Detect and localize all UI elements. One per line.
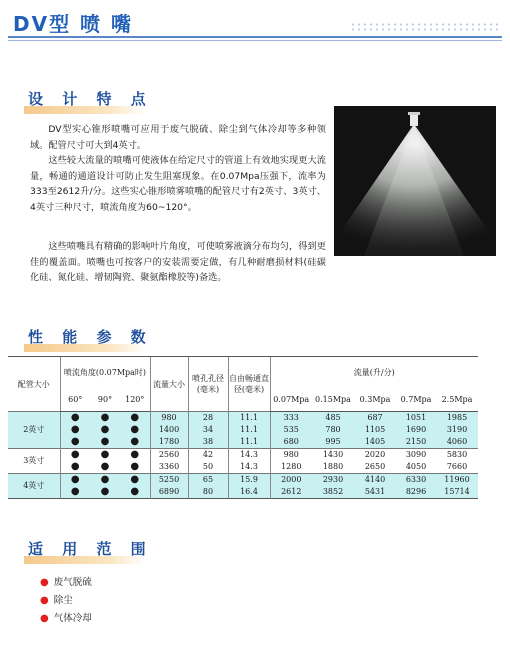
header-pressure: 0.7Mpa [396, 387, 436, 412]
orifice-cell: 28 [188, 412, 228, 425]
list-item [40, 610, 92, 628]
flow-cell: 8296 [396, 486, 436, 499]
application-list [40, 574, 92, 628]
flow-cell: 4140 [354, 474, 396, 487]
flow-size-cell: 6890 [150, 486, 188, 499]
list-item [40, 574, 92, 592]
flow-cell: 1280 [270, 461, 312, 474]
list-item-label: 气体冷却 [53, 613, 92, 624]
flow-cell: 2020 [354, 449, 396, 462]
flow-cell: 2930 [312, 474, 354, 487]
flow-cell: 1985 [436, 412, 478, 425]
header-pressure: 0.15Mpa [312, 387, 354, 412]
orifice-cell: 38 [188, 436, 228, 449]
flow-cell: 1405 [354, 436, 396, 449]
flow-cell: 7660 [446, 462, 468, 471]
angle-mark: ● [60, 474, 90, 487]
paragraph: 这些喷嘴具有精确的影响叶片角度，可使喷雾液滴分布均匀，得到更佳的覆盖面。喷嘴也可按客户的安装需要定做，有几种耐磨损材料(硅碳化硅、氮化硅、增韧陶瓷、聚氨酯橡胶等)备选。 [30, 241, 326, 284]
angle-mark: ● [90, 474, 120, 487]
orifice-cell: 80 [188, 486, 228, 499]
free-pass-cell: 11.1 [228, 412, 270, 425]
list-item [40, 592, 92, 610]
orifice-cell: 50 [188, 461, 228, 474]
section-title: 适 用 范 围 [28, 540, 153, 558]
flow-cell: 3852 [312, 486, 354, 499]
page-title: DV型 喷 嘴 [13, 12, 134, 36]
free-pass-cell: 11.1 [228, 424, 270, 436]
flow-size-cell: 3360 [150, 461, 188, 474]
table-row [8, 412, 478, 425]
spray-photo [334, 106, 496, 256]
section-title: 设 计 特 点 [28, 90, 153, 108]
flow-cell: 4060 [436, 436, 478, 449]
flow-cell: 3190 [436, 424, 478, 436]
flow-cell: 995 [312, 436, 354, 449]
table-row [8, 486, 478, 499]
flow-cell: 1051 [396, 412, 436, 425]
flow-cell: 5431 [354, 486, 396, 499]
table-row [8, 436, 478, 449]
section-header-scope [28, 538, 153, 564]
bullet-icon: ● [40, 613, 49, 624]
angle-mark: ● [120, 436, 150, 449]
flow-cell: 4050 [405, 462, 427, 471]
pipe-size-cell: 2英寸 [8, 412, 60, 449]
angle-mark: ● [120, 486, 150, 499]
flow-cell: 535 [270, 424, 312, 436]
angle-mark: ● [60, 424, 90, 436]
angle-mark: ● [120, 412, 150, 425]
angle-mark: ● [90, 436, 120, 449]
flow-cell: 6330 [396, 474, 436, 487]
orifice-cell: 42 [188, 449, 228, 462]
list-item-label: 除尘 [53, 595, 73, 606]
flow-cell: 780 [312, 424, 354, 436]
free-pass-cell: 11.1 [228, 436, 270, 449]
angle-mark: ● [90, 449, 120, 462]
performance-table [8, 356, 478, 499]
flow-size-cell: 1780 [150, 436, 188, 449]
flow-cell: 680 [270, 436, 312, 449]
flow-cell: 485 [312, 412, 354, 425]
section-header-design [28, 88, 153, 114]
flow-cell: 2650 [364, 462, 386, 471]
flow-cell: 5830 [436, 449, 478, 462]
flow-cell: 3090 [396, 449, 436, 462]
flow-cell: 2150 [396, 436, 436, 449]
table-row [8, 474, 478, 487]
free-pass-cell: 16.4 [228, 486, 270, 499]
title-divider-thin [8, 40, 502, 41]
angle-mark: ● [90, 424, 120, 436]
table-row [8, 424, 478, 436]
flow-cell: 980 [270, 449, 312, 462]
header-flow-size: 流量大小 [150, 357, 188, 412]
bullet-icon: ● [40, 577, 49, 588]
header-pressure: 2.5Mpa [436, 387, 478, 412]
free-pass-cell: 14.3 [228, 461, 270, 474]
flow-size-cell: 980 [150, 412, 188, 425]
flow-cell: 2000 [270, 474, 312, 487]
flow-size-cell: 5250 [150, 474, 188, 487]
section-title: 性 能 参 数 [28, 328, 153, 346]
angle-mark: ● [60, 486, 90, 499]
angle-mark: ● [100, 461, 110, 472]
angle-mark: ● [90, 486, 120, 499]
header-angle-60: 60° [60, 387, 90, 412]
flow-cell: 1690 [396, 424, 436, 436]
flow-cell: 15714 [436, 486, 478, 499]
free-pass-cell: 15.9 [228, 474, 270, 487]
flow-size-cell: 1400 [150, 424, 188, 436]
header-angle-90: 90° [90, 387, 120, 412]
flow-cell: 687 [354, 412, 396, 425]
paragraph: DV型实心锥形喷嘴可应用于废气脱硫、除尘到气体冷却等多种领域。配管尺寸可大到4英寸。 [30, 124, 326, 151]
orifice-cell: 34 [188, 424, 228, 436]
angle-mark: ● [60, 449, 90, 462]
header-free-pass: 自由畅通直径(毫米) [228, 357, 270, 412]
free-pass-cell: 14.3 [228, 449, 270, 462]
title-divider [8, 36, 502, 38]
header-angle-120: 120° [120, 387, 150, 412]
flow-cell: 2612 [270, 486, 312, 499]
title-dot-pattern [350, 22, 500, 32]
angle-mark: ● [60, 436, 90, 449]
flow-cell: 1430 [312, 449, 354, 462]
orifice-cell: 65 [188, 474, 228, 487]
table-row [8, 461, 478, 474]
spray-cone-image [334, 106, 496, 256]
pipe-size-cell: 3英寸 [8, 449, 60, 474]
bullet-icon: ● [40, 595, 49, 606]
flow-cell: 333 [270, 412, 312, 425]
flow-cell: 1880 [322, 462, 344, 471]
angle-mark: ● [90, 412, 120, 425]
header-pressure: 0.3Mpa [354, 387, 396, 412]
section-header-params [28, 326, 153, 352]
list-item-label: 废气脱硫 [53, 577, 92, 588]
header-flow: 流量(升/分) [270, 357, 478, 388]
paragraph: 这些较大流量的喷嘴可使液体在给定尺寸的管道上有效地实现更大流量，畅通的通道设计可防止发生阻塞现象。在0.07Mpa压强下，流率为333至2612升/分。这些实心锥形喷雾喷嘴的配管尺寸有2英寸、3英寸、4英寸三种尺寸，喷流角度为60~120°。 [30, 155, 326, 213]
pipe-size-cell: 4英寸 [8, 474, 60, 499]
angle-mark: ● [120, 474, 150, 487]
angle-mark: ● [130, 461, 140, 472]
header-pipe: 配管大小 [8, 357, 60, 412]
angle-mark: ● [60, 412, 90, 425]
angle-mark: ● [120, 449, 150, 462]
header-pressure: 0.07Mpa [270, 387, 312, 412]
flow-cell: 11960 [436, 474, 478, 487]
table-row [8, 449, 478, 462]
header-orifice: 喷孔孔径(毫米) [188, 357, 228, 412]
flow-cell: 1105 [354, 424, 396, 436]
header-angle: 喷流角度(0.07Mpa时) [60, 357, 150, 388]
flow-size-cell: 2560 [150, 449, 188, 462]
angle-mark: ● [60, 461, 90, 474]
angle-mark: ● [120, 424, 150, 436]
